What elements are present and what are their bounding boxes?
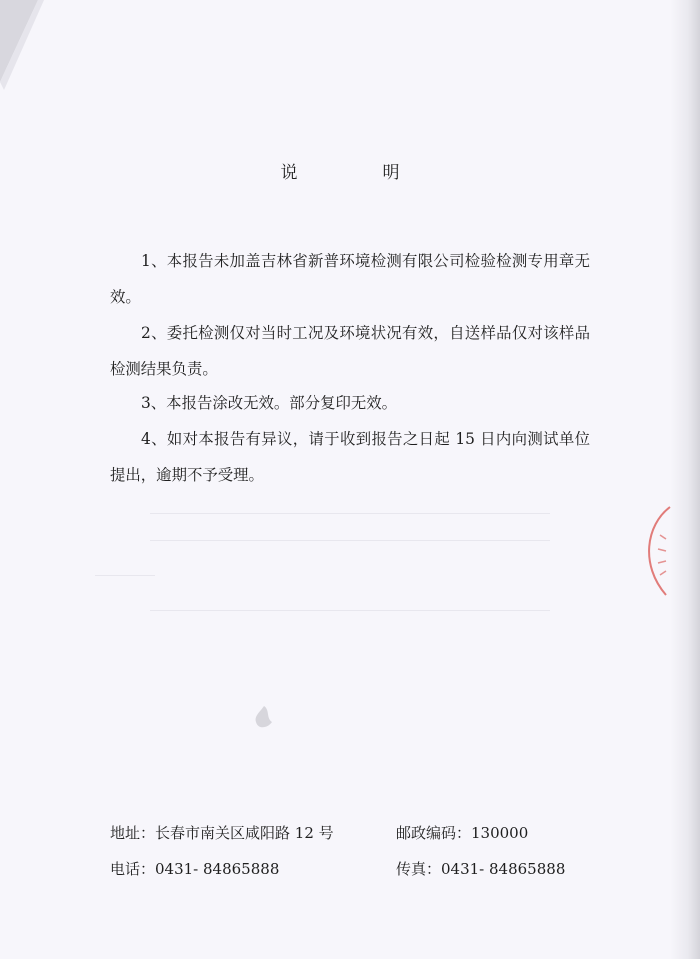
folded-corner-graphic [0,0,60,95]
partial-red-seal-graphic [636,505,672,597]
footer-postcode: 邮政编码：130000 [396,824,529,842]
ink-smudge-graphic [244,700,284,740]
show-through-line [95,575,155,576]
show-through-line [150,540,550,541]
page-title: 说 明 [280,163,434,183]
note-item-1: 1、本报告未加盖吉林省新普环境检测有限公司检验检测专用章无效。 [110,252,590,307]
footer-address: 地址：长春市南关区咸阳路 12 号 [110,824,334,842]
show-through-line [150,513,550,514]
note-item-4: 4、如对本报告有异议，请于收到报告之日起 15 日内向测试单位提出，逾期不予受理。 [110,430,590,485]
note-item-2: 2、委托检测仅对当时工况及环境状况有效，自送样品仅对该样品检测结果负责。 [110,324,590,379]
footer-fax: 传真：0431- 84865888 [396,860,566,878]
footer-phone: 电话：0431- 84865888 [110,860,280,878]
show-through-line [150,610,550,611]
page-edge-shadow [670,0,700,959]
note-item-3: 3、本报告涂改无效。部分复印无效。 [141,394,398,413]
